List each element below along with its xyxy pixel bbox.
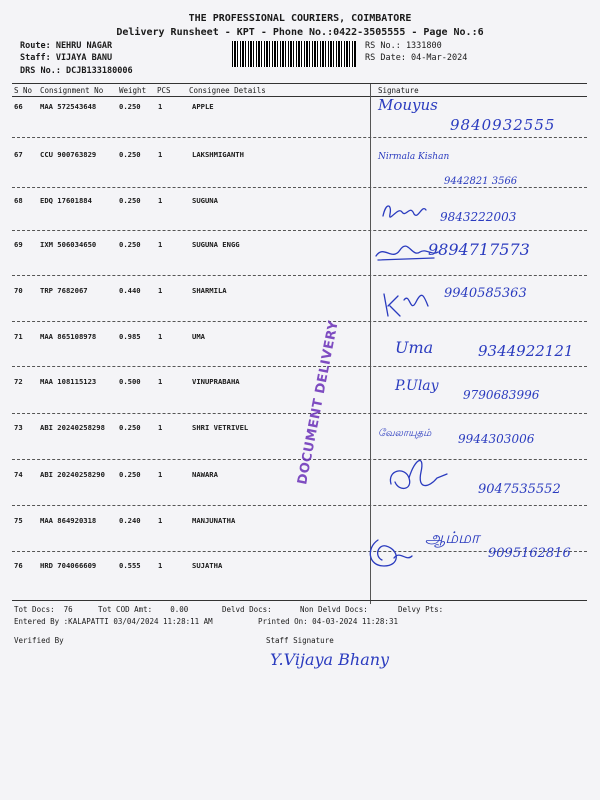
phone-67: 9442821 3566 xyxy=(444,176,518,187)
row-consignment: MAA 865108978 xyxy=(40,332,97,341)
row-weight: 0.985 xyxy=(119,332,141,341)
col-signature: Signature xyxy=(378,86,419,95)
phone-70: 9940585363 xyxy=(444,286,527,301)
route-label: Route: NEHRU NAGAR xyxy=(20,41,113,51)
row-consignee: APPLE xyxy=(192,102,214,111)
row-consignment: CCU 900763829 xyxy=(40,150,97,159)
row-sno: 75 xyxy=(14,516,23,525)
row-pcs: 1 xyxy=(158,286,163,295)
row-consignment: IXM 506034650 xyxy=(40,240,97,249)
row-sno: 73 xyxy=(14,423,23,432)
row-sno: 70 xyxy=(14,286,23,295)
row-weight: 0.500 xyxy=(119,377,141,386)
row-sno: 66 xyxy=(14,102,23,111)
row-pcs: 1 xyxy=(158,561,163,570)
table-header-rule xyxy=(12,96,587,97)
col-consignment: Consignment No xyxy=(40,86,104,95)
row-consignment: MAA 572543648 xyxy=(40,102,97,111)
table-bottom-rule xyxy=(12,600,587,601)
row-weight: 0.440 xyxy=(119,286,141,295)
row-consignment: MAA 864920318 xyxy=(40,516,97,525)
phone-74: 9047535552 xyxy=(478,482,561,497)
signature-76: ஆம்மா xyxy=(425,528,480,547)
row-consignee: MANJUNATHA xyxy=(192,516,236,525)
entered-by: Entered By :KALAPATTI 03/04/2024 11:28:11 AM xyxy=(14,617,213,626)
row-weight: 0.250 xyxy=(119,240,141,249)
signature-73: வேலாயுதம் xyxy=(378,428,432,439)
row-weight: 0.250 xyxy=(119,423,141,432)
col-sno: S No xyxy=(14,86,33,95)
row-sno: 76 xyxy=(14,561,23,570)
row-consignee: SHRI VETRIVEL xyxy=(192,423,249,432)
signature-70 xyxy=(380,288,440,320)
row-pcs: 1 xyxy=(158,470,163,479)
row-consignment: ABI 20240258298 xyxy=(40,423,105,432)
barcode xyxy=(232,41,356,67)
row-weight: 0.250 xyxy=(119,102,141,111)
col-pcs: PCS xyxy=(157,86,171,95)
rs-number: RS No.: 1331800 xyxy=(365,41,442,51)
row-consignment: HRD 704066609 xyxy=(40,561,97,570)
delivery-points: Delvy Pts: xyxy=(398,605,444,614)
row-consignee: LAKSHMIGANTH xyxy=(192,150,244,159)
row-consignee: SUJATHA xyxy=(192,561,223,570)
row-weight: 0.240 xyxy=(119,516,141,525)
row-pcs: 1 xyxy=(158,102,163,111)
row-sno: 67 xyxy=(14,150,23,159)
row-sno: 69 xyxy=(14,240,23,249)
phone-76: 9095162816 xyxy=(488,546,571,561)
row-divider xyxy=(12,137,587,138)
row-weight: 0.250 xyxy=(119,470,141,479)
row-weight: 0.555 xyxy=(119,561,141,570)
row-consignee: SUGUNA ENGG xyxy=(192,240,240,249)
row-pcs: 1 xyxy=(158,240,163,249)
row-pcs: 1 xyxy=(158,196,163,205)
phone-69: 9894717573 xyxy=(428,240,530,259)
signature-66: Mouyus xyxy=(378,96,438,114)
phone-68: 9843222003 xyxy=(440,210,517,224)
row-pcs: 1 xyxy=(158,377,163,386)
row-sno: 68 xyxy=(14,196,23,205)
row-consignee: NAWARA xyxy=(192,470,218,479)
row-divider xyxy=(12,505,587,506)
delivered-docs: Delvd Docs: xyxy=(222,605,272,614)
row-pcs: 1 xyxy=(158,516,163,525)
rs-date: RS Date: 04-Mar-2024 xyxy=(365,53,468,63)
staff-label: Staff: VIJAYA BANU xyxy=(20,53,113,63)
total-cod-amount: Tot COD Amt: 0.00 xyxy=(98,605,189,614)
signature-71: Uma xyxy=(395,338,434,357)
row-divider xyxy=(12,187,587,188)
signature-72: P.Ulay xyxy=(395,378,439,394)
table-top-rule xyxy=(12,83,587,84)
row-sno: 71 xyxy=(14,332,23,341)
row-sno: 72 xyxy=(14,377,23,386)
row-pcs: 1 xyxy=(158,332,163,341)
row-pcs: 1 xyxy=(158,423,163,432)
col-weight: Weight xyxy=(119,86,147,95)
staff-signature-label: Staff Signature xyxy=(266,636,334,645)
phone-72: 9790683996 xyxy=(463,388,540,402)
row-divider xyxy=(12,413,587,414)
row-consignment: ABI 20240258290 xyxy=(40,470,105,479)
row-consignee: SHARMILA xyxy=(192,286,227,295)
row-consignment: TRP 7682067 xyxy=(40,286,88,295)
row-consignment: EDQ 17601884 xyxy=(40,196,92,205)
document-delivery-stamp: DOCUMENT DELIVERY xyxy=(295,319,342,486)
row-consignee: VINUPRABAHA xyxy=(192,377,240,386)
phone-66: 9840932555 xyxy=(450,116,556,134)
company-title: THE PROFESSIONAL COURIERS, COIMBATORE xyxy=(188,13,412,24)
phone-73: 9944303006 xyxy=(458,432,535,446)
drs-number: DRS No.: DCJB133180006 xyxy=(20,66,133,76)
phone-71: 9344922121 xyxy=(478,342,574,360)
row-pcs: 1 xyxy=(158,150,163,159)
printed-on: Printed On: 04-03-2024 11:28:31 xyxy=(258,617,398,626)
row-divider xyxy=(12,366,587,367)
row-consignee: SUGUNA xyxy=(192,196,218,205)
total-docs: Tot Docs: 76 xyxy=(14,605,73,614)
col-consignee: Consignee Details xyxy=(189,86,266,95)
row-divider xyxy=(12,321,587,322)
signature-74 xyxy=(385,448,455,498)
verified-by-label: Verified By xyxy=(14,636,64,645)
signature-68 xyxy=(380,198,440,226)
row-consignment: MAA 108115123 xyxy=(40,377,97,386)
row-divider xyxy=(12,275,587,276)
signature-67: Nirmala Kishan xyxy=(378,152,450,162)
row-weight: 0.250 xyxy=(119,150,141,159)
row-consignee: UMA xyxy=(192,332,205,341)
row-divider xyxy=(12,230,587,231)
staff-signature: Y.Vijaya Bhany xyxy=(270,650,390,669)
row-weight: 0.250 xyxy=(119,196,141,205)
row-sno: 74 xyxy=(14,470,23,479)
runsheet-subtitle: Delivery Runsheet - KPT - Phone No.:0422-3505555 - Page No.:6 xyxy=(116,27,484,38)
non-delivered-docs: Non Delvd Docs: xyxy=(300,605,368,614)
